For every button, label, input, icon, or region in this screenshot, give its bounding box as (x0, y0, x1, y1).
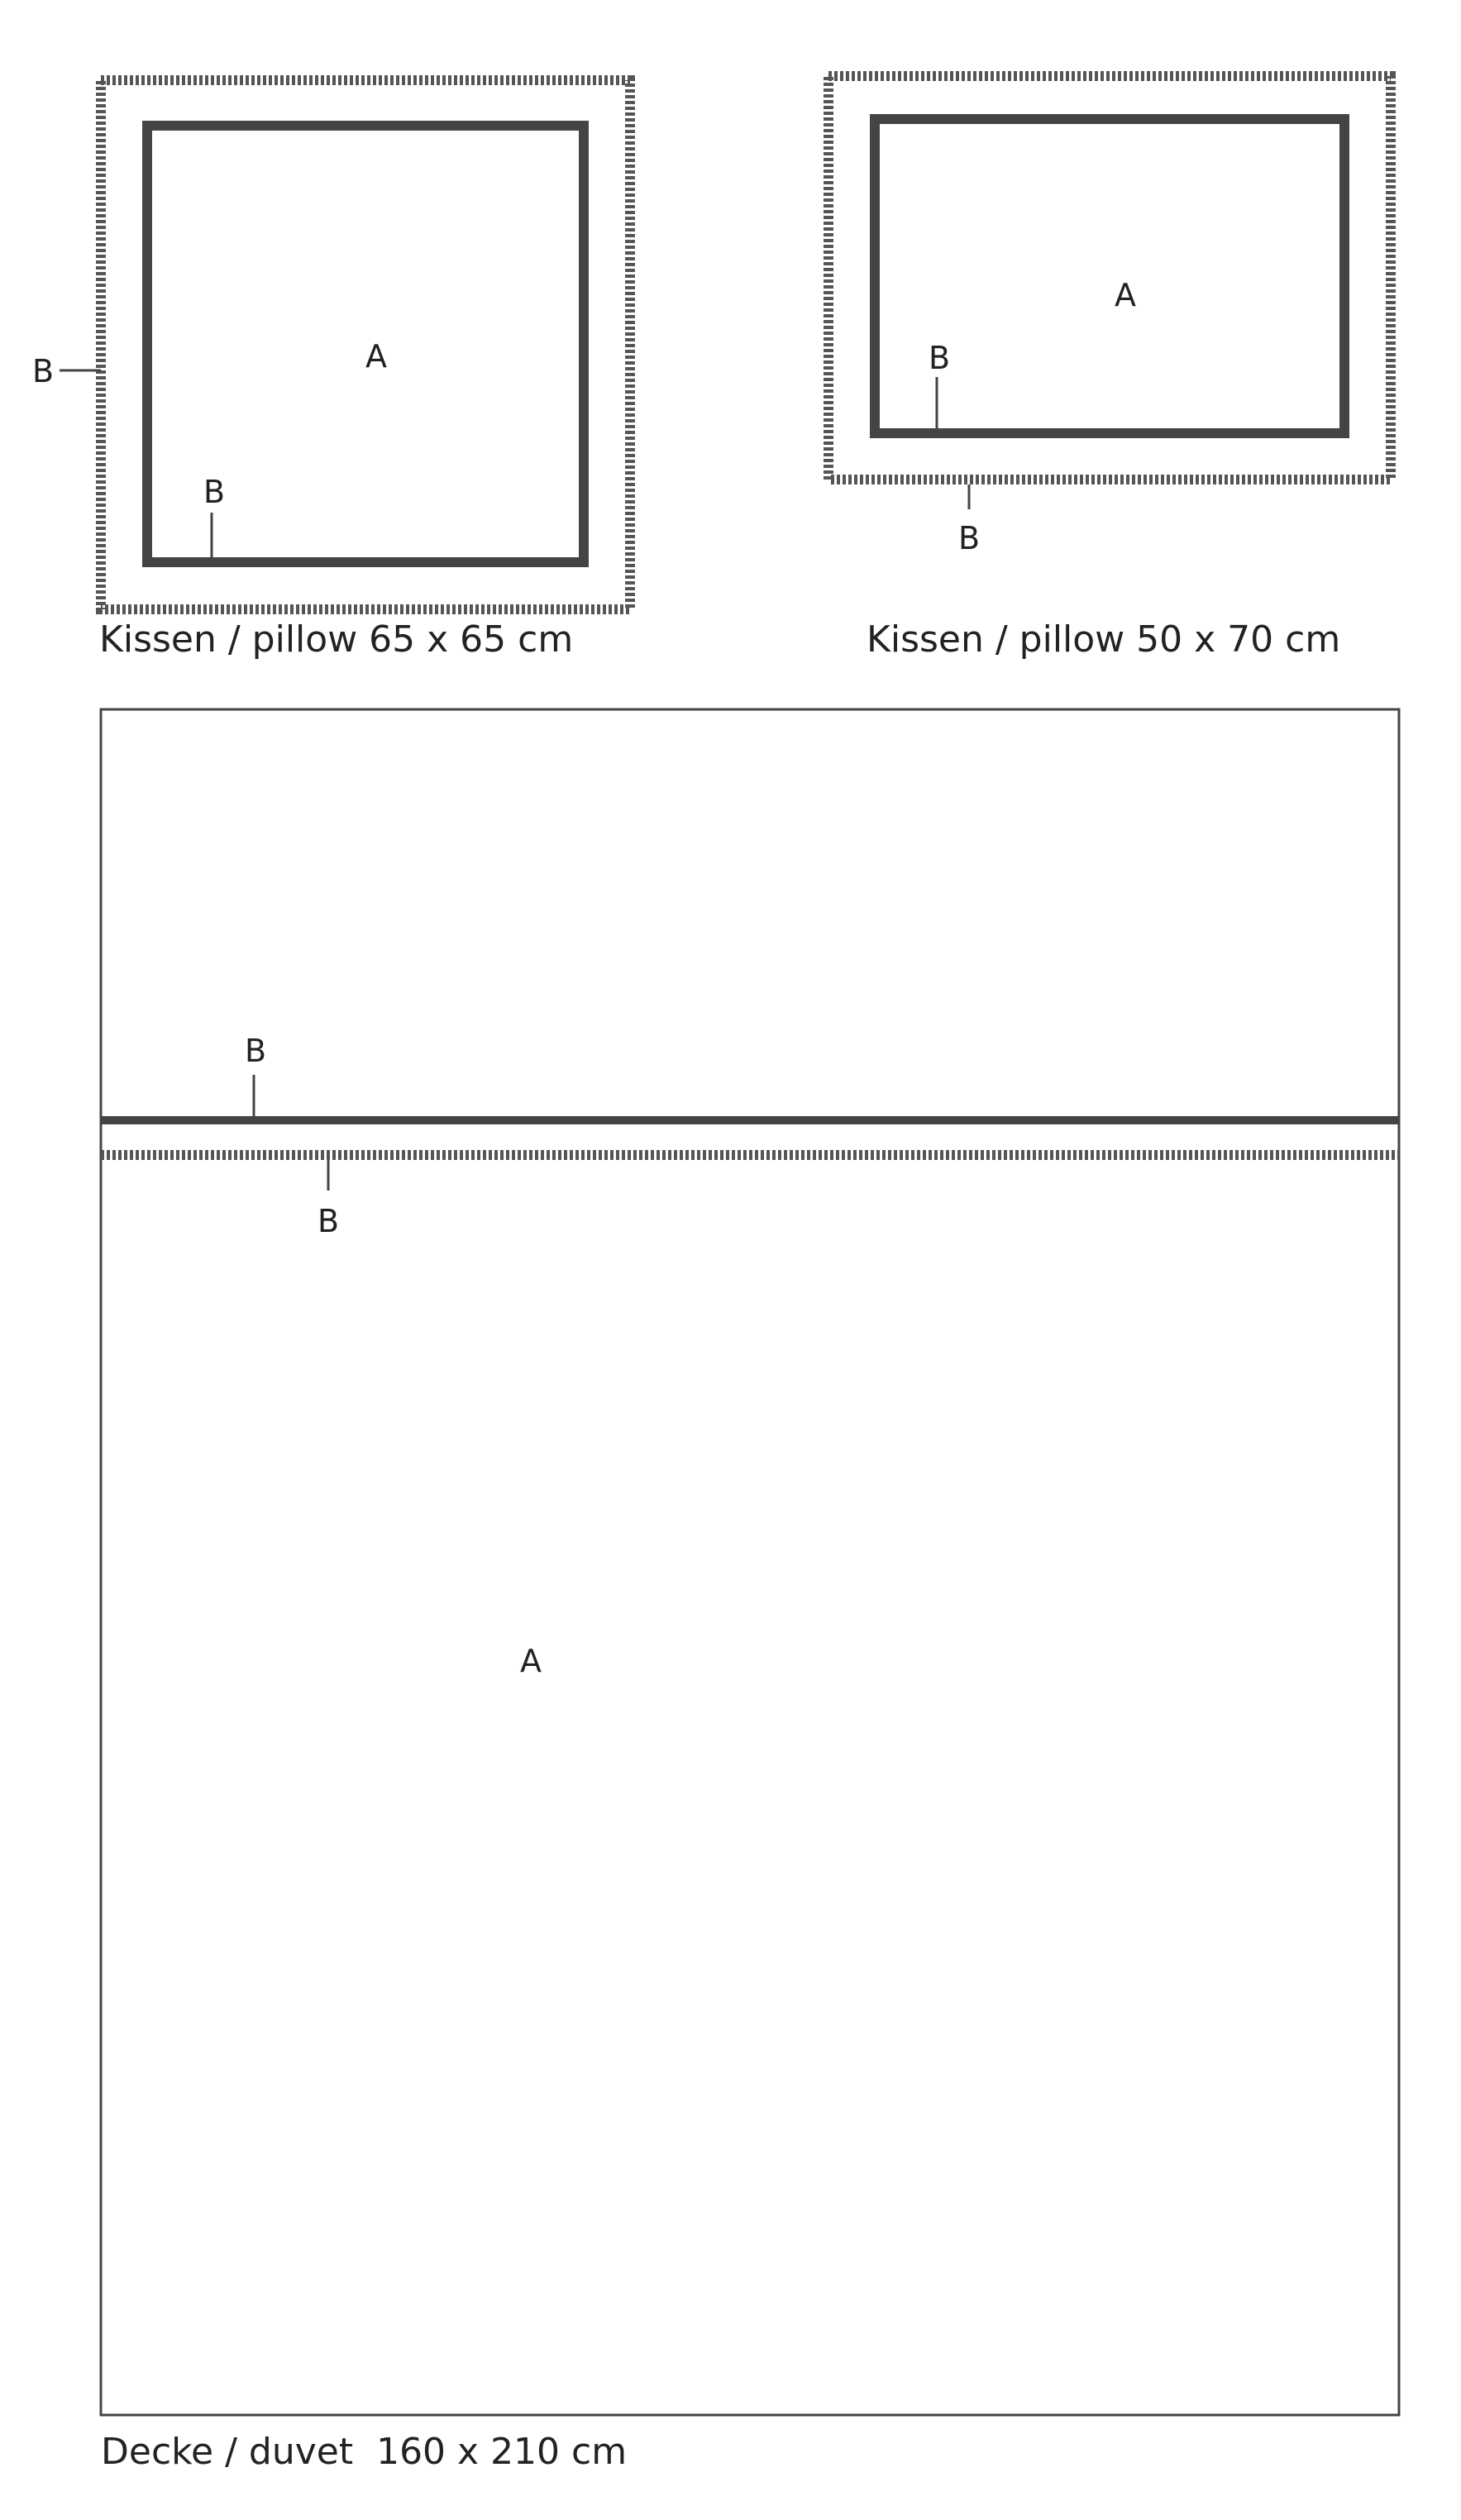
pillow-square (32, 80, 630, 661)
pillow-square-label-b-side: B (31, 353, 55, 389)
pillow-square-label-b-inner: B (203, 474, 226, 510)
pillow-square-label-a: A (365, 338, 387, 375)
duvet-border (101, 709, 1399, 2415)
duvet-label-a: A (520, 1643, 542, 1679)
pillow-square-caption: Kissen / pillow 65 x 65 cm (99, 618, 574, 661)
pillow-rect (828, 76, 1391, 661)
pillow-rect-dotted-border (828, 76, 1391, 480)
pillow-rect-label-b-outer: B (957, 520, 981, 556)
pillow-rect-label-b-inner: B (928, 340, 951, 376)
duvet-label-b-top: B (244, 1033, 267, 1069)
duvet (101, 709, 1399, 2473)
duvet-label-b-bottom: B (317, 1203, 340, 1239)
pillow-rect-label-a: A (1115, 277, 1136, 313)
duvet-caption: Decke / duvet 160 x 210 cm (101, 2431, 628, 2473)
pillow-rect-caption: Kissen / pillow 50 x 70 cm (867, 618, 1341, 661)
pillow-rect-inner-border (875, 119, 1344, 433)
